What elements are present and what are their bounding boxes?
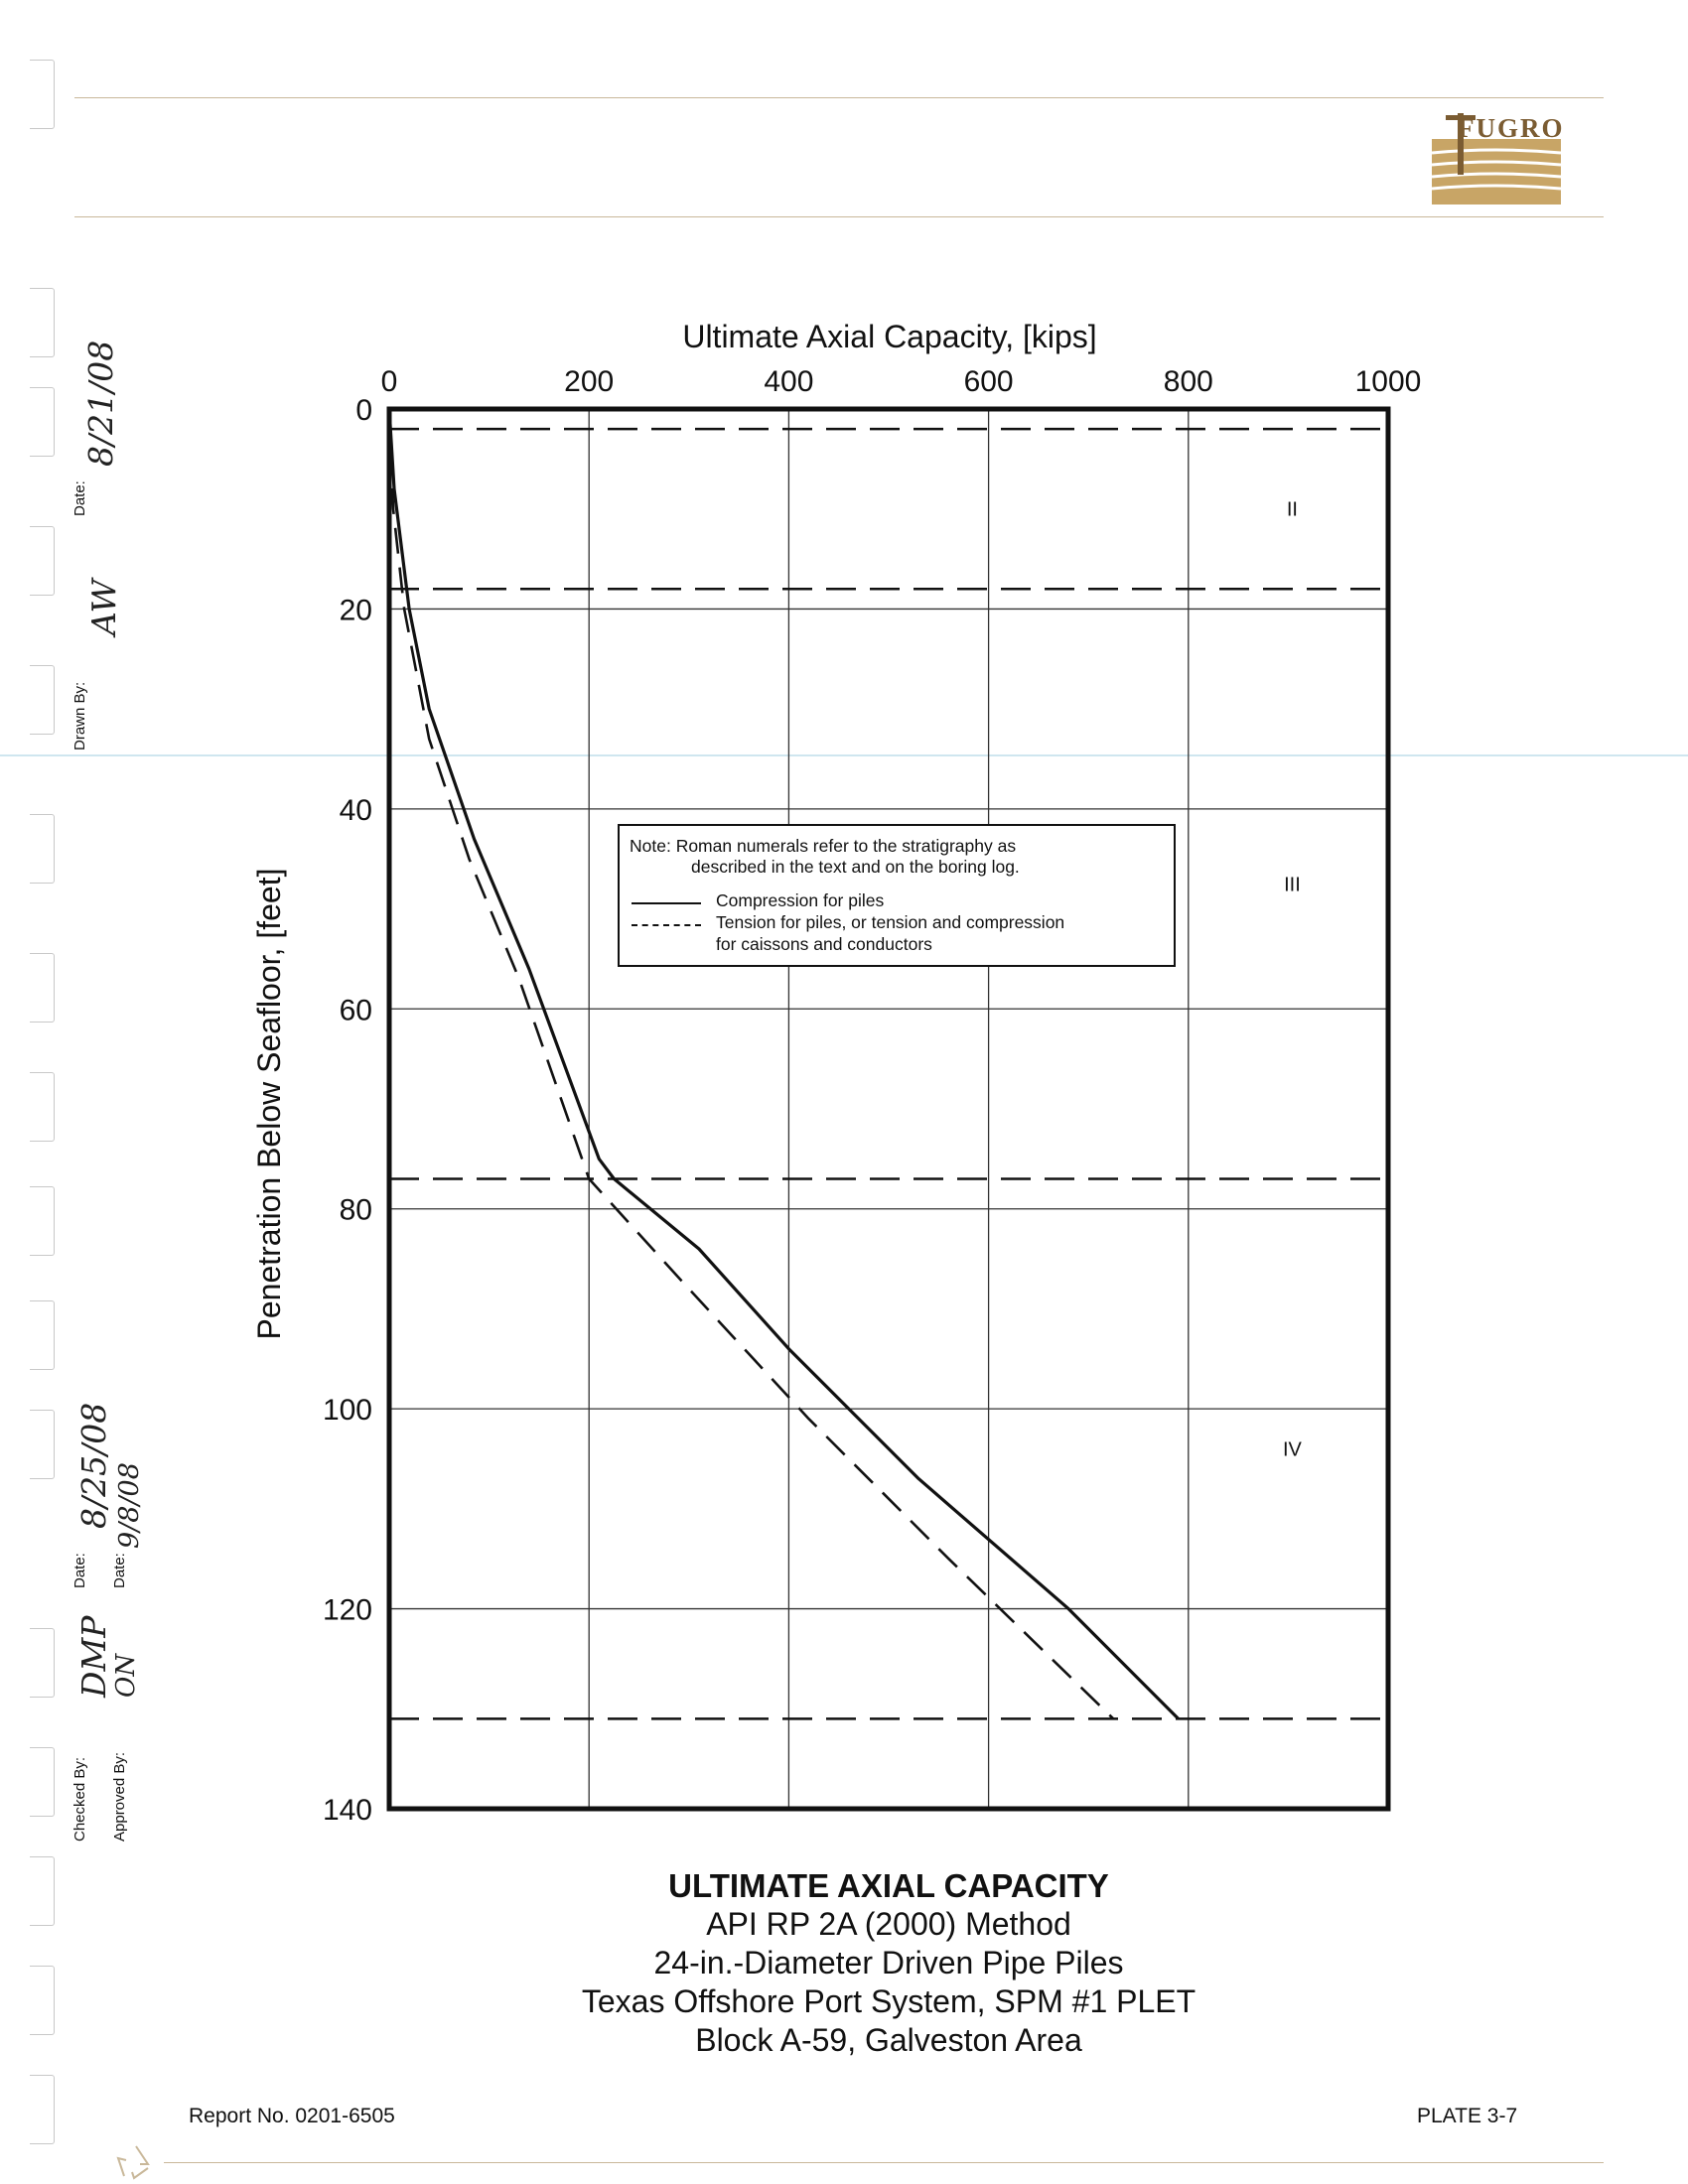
y-tick-label: 80 [339, 1193, 372, 1227]
plate-number: PLATE 3-7 [1417, 2105, 1518, 2127]
y-tick-label: 40 [339, 793, 372, 827]
y-tick-label: 60 [339, 994, 372, 1027]
x-tick-label: 400 [764, 365, 814, 398]
x-axis-title: Ultimate Axial Capacity, [kips] [682, 319, 1097, 354]
x-tick-label: 0 [380, 365, 398, 398]
approved-by-label: Approved By: [111, 1751, 128, 1842]
footer-rule [164, 2162, 1604, 2163]
plot-frame [389, 409, 1388, 1809]
y-axis-title: Penetration Below Seafloor, [feet] [251, 868, 287, 1340]
legend-note-line-2: described in the text and on the boring log. [691, 857, 1020, 877]
checked-by-label: Checked By: [71, 1756, 88, 1842]
drawn-date-label: Date: [71, 480, 88, 516]
chart-series [389, 409, 1179, 1718]
chart-tick-labels [323, 365, 1421, 1827]
figure-location: Block A-59, Galveston Area [695, 2022, 1082, 2058]
stratigraphy-label: II [1286, 498, 1298, 521]
y-tick-label: 100 [322, 1394, 372, 1428]
drawn-by-label: Drawn By: [71, 681, 88, 751]
drawn-date: 8/21/08 [81, 340, 120, 467]
compression-series-line [389, 409, 1179, 1718]
chart-legend [618, 824, 1176, 967]
x-tick-label: 800 [1163, 365, 1213, 398]
legend-swatch-solid [632, 902, 701, 904]
figure-method: API RP 2A (2000) Method [706, 1906, 1071, 1942]
recycle-icon [104, 2142, 168, 2182]
y-tick-label: 120 [322, 1593, 372, 1627]
stratigraphy-boundaries [389, 429, 1388, 1718]
x-tick-label: 200 [564, 365, 615, 398]
figure-pile-type: 24-in.-Diameter Driven Pipe Piles [653, 1945, 1124, 1980]
y-tick-label: 0 [355, 394, 372, 427]
x-tick-label: 600 [963, 365, 1014, 398]
stratigraphy-labels [1283, 499, 1303, 1461]
y-tick-label: 20 [339, 594, 372, 627]
legend-item-compression: Compression for piles [716, 890, 885, 910]
figure-project: Texas Offshore Port System, SPM #1 PLET [581, 1983, 1196, 2019]
chart-grid [389, 409, 1388, 1809]
x-tick-label: 1000 [1354, 365, 1422, 398]
legend-note-line-1: Note: Roman numerals refer to the stratigraphy as [630, 836, 1017, 856]
legend-item-tension-line-2: for caissons and conductors [716, 934, 932, 954]
approved-date: 9/8/08 [114, 1462, 145, 1549]
approved-date-label: Date: [111, 1553, 128, 1588]
checked-date: 8/25/08 [74, 1402, 113, 1529]
legend-item-tension-line-1: Tension for piles, or tension and compression [716, 912, 1065, 932]
company-logo-text: FUGRO [1458, 113, 1565, 143]
stratigraphy-label: IV [1282, 1438, 1302, 1461]
drawn-by-initials: AW [84, 579, 123, 635]
legend-swatch-dashed [632, 924, 701, 926]
figure-title: ULTIMATE AXIAL CAPACITY [668, 1867, 1109, 1904]
report-number: Report No. 0201-6505 [189, 2105, 395, 2127]
tension-series-line [389, 409, 1113, 1718]
chart-frame [389, 409, 1388, 1809]
y-tick-label: 140 [322, 1794, 372, 1827]
checked-by-initials: DMP [74, 1615, 113, 1698]
approved-by-initials: ON [111, 1653, 141, 1698]
stratigraphy-label: III [1284, 874, 1301, 896]
legend-note [630, 836, 1020, 878]
checked-date-label: Date: [71, 1553, 88, 1588]
